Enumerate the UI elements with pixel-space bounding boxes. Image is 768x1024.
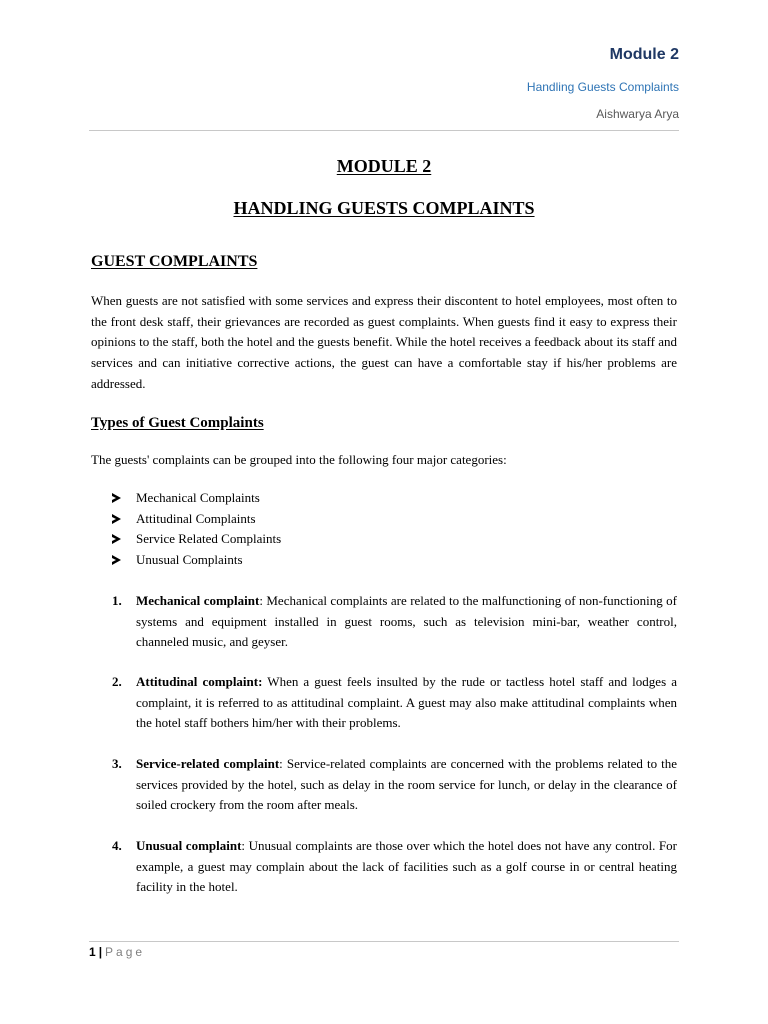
page-label: Page xyxy=(105,945,146,959)
numbered-item-unusual xyxy=(112,836,677,898)
item-separator: : xyxy=(241,838,246,853)
list-item xyxy=(112,529,281,550)
item-text: Mechanical complaints are related to the malfunctioning of non-functioning of systems and equipment installed in guest rooms, such as television mini-bar, weather control, channeled music, and geyser. xyxy=(136,593,677,650)
list-item-label: Unusual Complaints xyxy=(136,551,243,567)
item-term: Unusual complaint xyxy=(136,838,242,853)
item-text: Service-related complaints are concerned with the problems related to the services provided by the hotel, such as delay in the room service for lunch, or delay in the clearance of soiled crockery from the room after meals. xyxy=(136,756,678,813)
numbered-item-mechanical xyxy=(112,591,677,653)
types-heading: Types of Guest Complaints xyxy=(91,415,264,431)
page-footer xyxy=(89,944,145,960)
arrow-bullet-icon xyxy=(112,555,121,565)
section-heading: GUEST COMPLAINTS xyxy=(91,253,258,270)
list-item-label: Service Related Complaints xyxy=(136,531,282,546)
complaint-type-list xyxy=(112,488,281,570)
numbered-item-attitudinal xyxy=(112,672,677,734)
item-number: 4. xyxy=(112,838,122,853)
page-title-text: HANDLING GUESTS COMPLAINTS xyxy=(233,198,535,218)
numbered-item-service xyxy=(112,754,678,816)
arrow-bullet-icon xyxy=(112,514,121,524)
list-item xyxy=(112,509,281,530)
item-number: 1. xyxy=(112,593,122,608)
page-number: 1 xyxy=(89,945,96,959)
list-item-label: Mechanical Complaints xyxy=(136,490,260,505)
arrow-bullet-icon xyxy=(112,493,121,503)
arrow-bullet-icon xyxy=(112,534,121,544)
item-separator: : xyxy=(259,593,263,608)
item-number: 3. xyxy=(112,756,122,771)
list-item xyxy=(112,550,281,571)
module-title xyxy=(0,155,768,177)
list-item-label: Attitudinal Complaints xyxy=(136,510,256,526)
header-divider xyxy=(89,130,679,131)
item-separator: : xyxy=(279,756,283,771)
item-term: Service-related complaint xyxy=(136,756,280,771)
item-term: Attitudinal complaint: xyxy=(136,674,263,689)
item-number: 2. xyxy=(112,674,122,689)
item-text: Unusual complaints are those over which the hotel does not have any control. For example, a guest may complain about the lack of facilities such as a golf course in or central heating facility in the hotel. xyxy=(136,838,677,895)
header-author: Aishwarya Arya xyxy=(596,107,679,121)
footer-separator: | xyxy=(98,945,103,959)
item-text: When a guest feels insulted by the rude or tactless hotel staff and lodges a complaint, it is referred to as attitudinal complaint. A guest may also make attitudinal complaints when the hotel staff bothers him/her with their problems. xyxy=(136,674,677,731)
item-term: Mechanical complaint xyxy=(136,593,260,608)
types-lead-paragraph: The guests' complaints can be grouped into the following four major categories: xyxy=(91,452,507,467)
header-module-label: Module 2 xyxy=(609,46,679,63)
header-subtitle: Handling Guests Complaints xyxy=(526,80,679,94)
list-item xyxy=(112,488,281,509)
footer-divider xyxy=(89,941,679,942)
intro-paragraph: When guests are not satisfied with some services and express their discontent to hotel employees, most often to the front desk staff, their grievances are recorded as guest complaints. When guests find it easy to express their opinions to the staff, both the hotel and the guests benefit. While the hotel receives a feedback about its staff and services and can initiative corrective actions, the guest can have a comfortable stay if his/her problems are addressed. xyxy=(91,293,677,391)
page-title xyxy=(0,197,768,219)
module-title-text: MODULE 2 xyxy=(336,156,432,176)
